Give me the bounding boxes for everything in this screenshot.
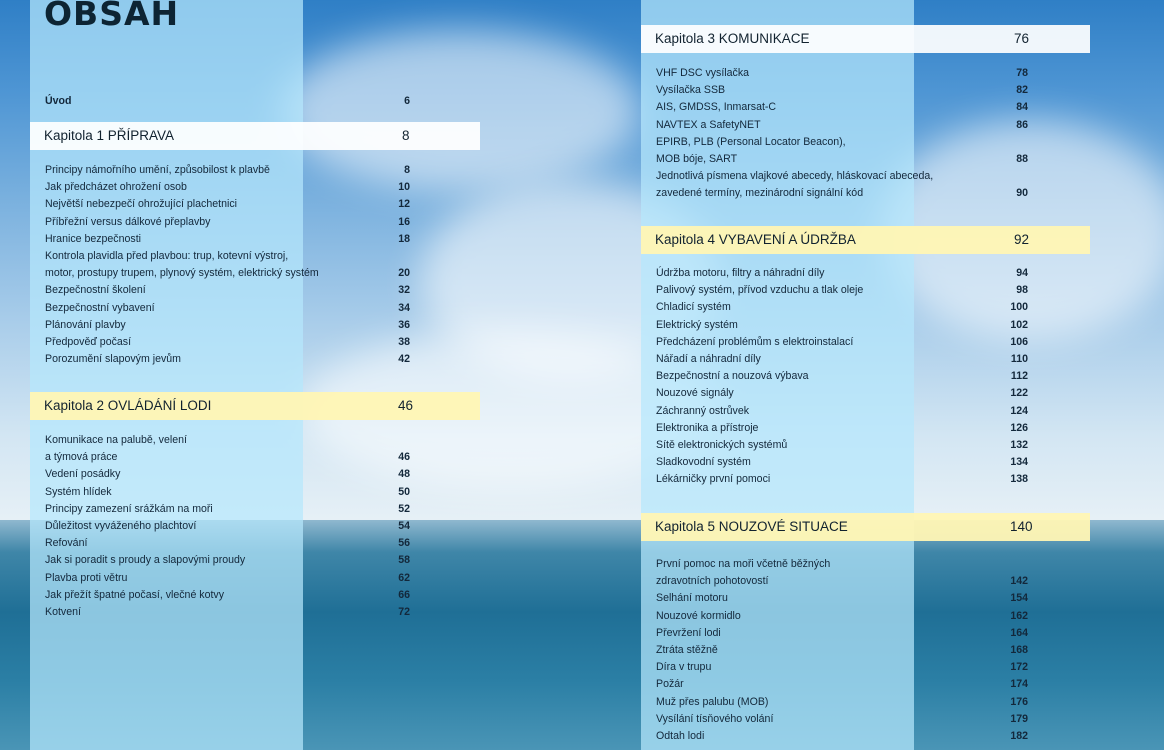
toc-entry-page: 52 xyxy=(398,502,410,515)
toc-entry-page: 174 xyxy=(1010,678,1028,691)
toc-entry-page: 56 xyxy=(398,537,410,550)
chapter-page-number: 46 xyxy=(398,398,414,413)
toc-entry-page: 154 xyxy=(1010,592,1028,605)
toc-entry-page: 50 xyxy=(398,485,410,498)
toc-entry-page: 176 xyxy=(1010,695,1028,708)
toc-entry-text: Systém hlídek xyxy=(45,485,112,498)
toc-entry-text: Vedení posádky xyxy=(45,468,121,481)
toc-entry-text: VHF DSC vysílačka xyxy=(656,67,750,79)
chapter-heading-3 xyxy=(641,25,1090,53)
toc-entry-text: Příbřežní versus dálkové přeplavby xyxy=(45,215,211,228)
toc-entry-page: 142 xyxy=(1010,575,1028,588)
toc-entry-text: Údržba motoru, filtry a náhradní díly xyxy=(656,267,825,279)
toc-entry-page: 38 xyxy=(398,336,410,348)
toc-entry-text: Odtah lodi xyxy=(656,730,705,742)
toc-entry-text: MOB bóje, SART xyxy=(656,153,738,165)
toc-entry-page: 82 xyxy=(1016,84,1028,97)
intro-page: 6 xyxy=(404,95,410,107)
toc-entry-text: Díra v trupu xyxy=(656,661,712,674)
toc-entry-page: 34 xyxy=(398,301,410,314)
chapter-page-number: 92 xyxy=(1014,232,1030,247)
toc-entry-text: Porozumění slapovým jevům xyxy=(45,353,182,366)
intro-label: Úvod xyxy=(45,95,72,107)
toc-entry-text: Selhání motoru xyxy=(656,592,728,605)
toc-entry-text: NAVTEX a SafetyNET xyxy=(656,118,761,131)
toc-entry-page: 12 xyxy=(398,198,410,211)
chapter-title: Kapitola 2 OVLÁDÁNÍ LODI xyxy=(44,398,212,413)
toc-entry-page: 168 xyxy=(1010,644,1028,656)
toc-entry-page: 90 xyxy=(1016,187,1028,200)
toc-entry-page: 8 xyxy=(404,164,410,176)
toc-entry-page: 132 xyxy=(1010,439,1028,451)
toc-entry-text: Chladicí systém xyxy=(656,301,731,314)
toc-entry-text: Elektrický systém xyxy=(656,318,738,331)
toc-entry-page: 134 xyxy=(1010,456,1028,469)
toc-entry-page: 110 xyxy=(1010,353,1028,365)
toc-entry-text: Hranice bezpečnosti xyxy=(45,232,141,245)
toc-entry-text: Principy námořního umění, způsobilost k plavbě xyxy=(45,164,270,176)
toc-entry-text: Jak přežít špatné počasí, vlečné kotvy xyxy=(45,588,225,601)
toc-entry-text: Vysílání tísňového volání xyxy=(656,712,774,725)
toc-entry-page: 182 xyxy=(1010,730,1028,742)
toc-entry-page: 100 xyxy=(1010,301,1028,314)
toc-entry-page: 72 xyxy=(398,606,410,618)
toc-entry-text: Vysílačka SSB xyxy=(656,84,726,97)
chapter-title: Kapitola 1 PŘÍPRAVA xyxy=(44,128,175,143)
toc-entry-page: 48 xyxy=(398,468,410,481)
toc-entry-text: Plavba proti větru xyxy=(45,571,128,584)
toc-entry-page: 172 xyxy=(1010,661,1028,674)
cloud xyxy=(280,30,640,190)
toc-entry-text: a týmová práce xyxy=(45,451,118,464)
chapter-heading-5 xyxy=(641,513,1090,541)
toc-entry-page: 102 xyxy=(1010,318,1028,331)
toc-entry-page: 112 xyxy=(1010,370,1028,383)
page-title: OBSAH xyxy=(44,0,180,33)
toc-entry-text: Převržení lodi xyxy=(656,626,721,639)
toc-entry-text: Muž přes palubu (MOB) xyxy=(656,695,769,708)
toc-entry-page: 94 xyxy=(1016,267,1028,279)
toc-entry-page: 16 xyxy=(398,215,410,228)
toc-entry-text: Sítě elektronických systémů xyxy=(656,439,788,451)
toc-entry-page: 124 xyxy=(1010,404,1028,417)
toc-entry-page: 98 xyxy=(1016,284,1028,297)
toc-entry-page: 66 xyxy=(398,588,410,601)
chapter-page-number: 140 xyxy=(1010,519,1033,534)
chapter-heading-2 xyxy=(30,392,480,420)
toc-entry-text: Lékárničky první pomoci xyxy=(656,473,771,486)
toc-entry-text: Elektronika a přístroje xyxy=(656,421,759,434)
toc-entry-page: 20 xyxy=(398,267,410,280)
toc-entry-page: 138 xyxy=(1010,473,1028,486)
chapter-title: Kapitola 3 KOMUNIKACE xyxy=(655,31,810,46)
toc-entry-page: 62 xyxy=(398,571,410,584)
toc-entry-text: Největší nebezpečí ohrožující plachetnici xyxy=(45,198,237,211)
toc-entry-text: Bezpečnostní školení xyxy=(45,284,146,297)
toc-entry-page: 122 xyxy=(1010,387,1028,400)
toc-entry-text: Plánování plavby xyxy=(45,318,126,331)
toc-entry-page: 88 xyxy=(1016,153,1028,165)
toc-entry-text: Palivový systém, přívod vzduchu a tlak oleje xyxy=(656,284,864,297)
toc-entry-page: 84 xyxy=(1016,101,1028,114)
toc-entry-text: Bezpečnostní a nouzová výbava xyxy=(656,370,809,383)
toc-entry-text: Jak předcházet ohrožení osob xyxy=(45,181,187,194)
toc-entry-text: První pomoc na moři včetně běžných xyxy=(656,558,831,570)
toc-entry-text: Předcházení problémům s elektroinstalací xyxy=(656,335,854,348)
toc-entry-page: 32 xyxy=(398,284,410,297)
toc-entry-text: Bezpečnostní vybavení xyxy=(45,301,155,314)
toc-entry-text: EPIRB, PLB (Personal Locator Beacon), xyxy=(656,135,846,148)
chapter-page-number: 8 xyxy=(402,128,410,143)
toc-entry-page: 162 xyxy=(1010,609,1028,622)
toc-entry-page: 164 xyxy=(1010,626,1028,639)
toc-entry-text: motor, prostupy trupem, plynový systém, elektrický systém xyxy=(45,267,319,280)
toc-entry-text: Komunikace na palubě, velení xyxy=(45,434,187,446)
toc-entry-text: Jednotlivá písmena vlajkové abecedy, hláskovací abeceda, xyxy=(656,170,934,183)
chapter-page-number: 76 xyxy=(1014,31,1030,46)
toc-entry-text: Principy zamezení srážkám na moři xyxy=(45,502,213,515)
toc-entry-text: AIS, GMDSS, Inmarsat-C xyxy=(656,101,777,114)
toc-entry-page: 18 xyxy=(398,232,410,245)
toc-entry-text: Předpověď počasí xyxy=(45,336,132,348)
toc-entry-page: 36 xyxy=(398,318,410,331)
toc-entry-text: Sladkovodní systém xyxy=(656,456,751,469)
toc-entry-page: 46 xyxy=(398,451,410,464)
chapter-title: Kapitola 5 NOUZOVÉ SITUACE xyxy=(655,519,848,534)
toc-entry-page: 10 xyxy=(398,181,410,194)
toc-entry-text: Nouzové kormidlo xyxy=(656,609,741,622)
toc-entry-text: Jak si poradit s proudy a slapovými proudy xyxy=(45,554,246,567)
toc-entry-text: Důležitost vyváženého plachtoví xyxy=(45,520,197,532)
toc-entry-page: 86 xyxy=(1016,118,1028,131)
toc-entry-text: zavedené termíny, mezinárodní signální kód xyxy=(656,187,864,200)
toc-entry-text: Nářadí a náhradní díly xyxy=(656,353,761,365)
toc-entry-text: Kontrola plavidla před plavbou: trup, kotevní výstroj, xyxy=(45,250,289,262)
toc-entry-text: Požár xyxy=(656,678,684,691)
toc-entry-text: Nouzové signály xyxy=(656,387,734,400)
toc-entry-text: Kotvení xyxy=(45,606,81,618)
toc-entry-text: Záchranný ostrůvek xyxy=(656,404,750,417)
toc-entry-page: 42 xyxy=(398,353,410,366)
left-column-panel xyxy=(30,0,303,750)
toc-entry-text: Ztráta stěžně xyxy=(656,644,718,656)
toc-entry-page: 179 xyxy=(1010,712,1028,725)
toc-entry-text: zdravotních pohotovostí xyxy=(656,575,769,588)
toc-entry-page: 106 xyxy=(1010,335,1028,348)
toc-entry-page: 126 xyxy=(1010,421,1028,434)
toc-entry-page: 54 xyxy=(398,520,410,532)
chapter-heading-4 xyxy=(641,226,1090,254)
chapter-heading-1 xyxy=(30,122,480,150)
toc-entry-page: 58 xyxy=(398,554,410,567)
chapter-title: Kapitola 4 VYBAVENÍ A ÚDRŽBA xyxy=(655,232,856,247)
toc-entry-page: 78 xyxy=(1016,67,1028,79)
toc-entry-text: Refování xyxy=(45,537,88,550)
